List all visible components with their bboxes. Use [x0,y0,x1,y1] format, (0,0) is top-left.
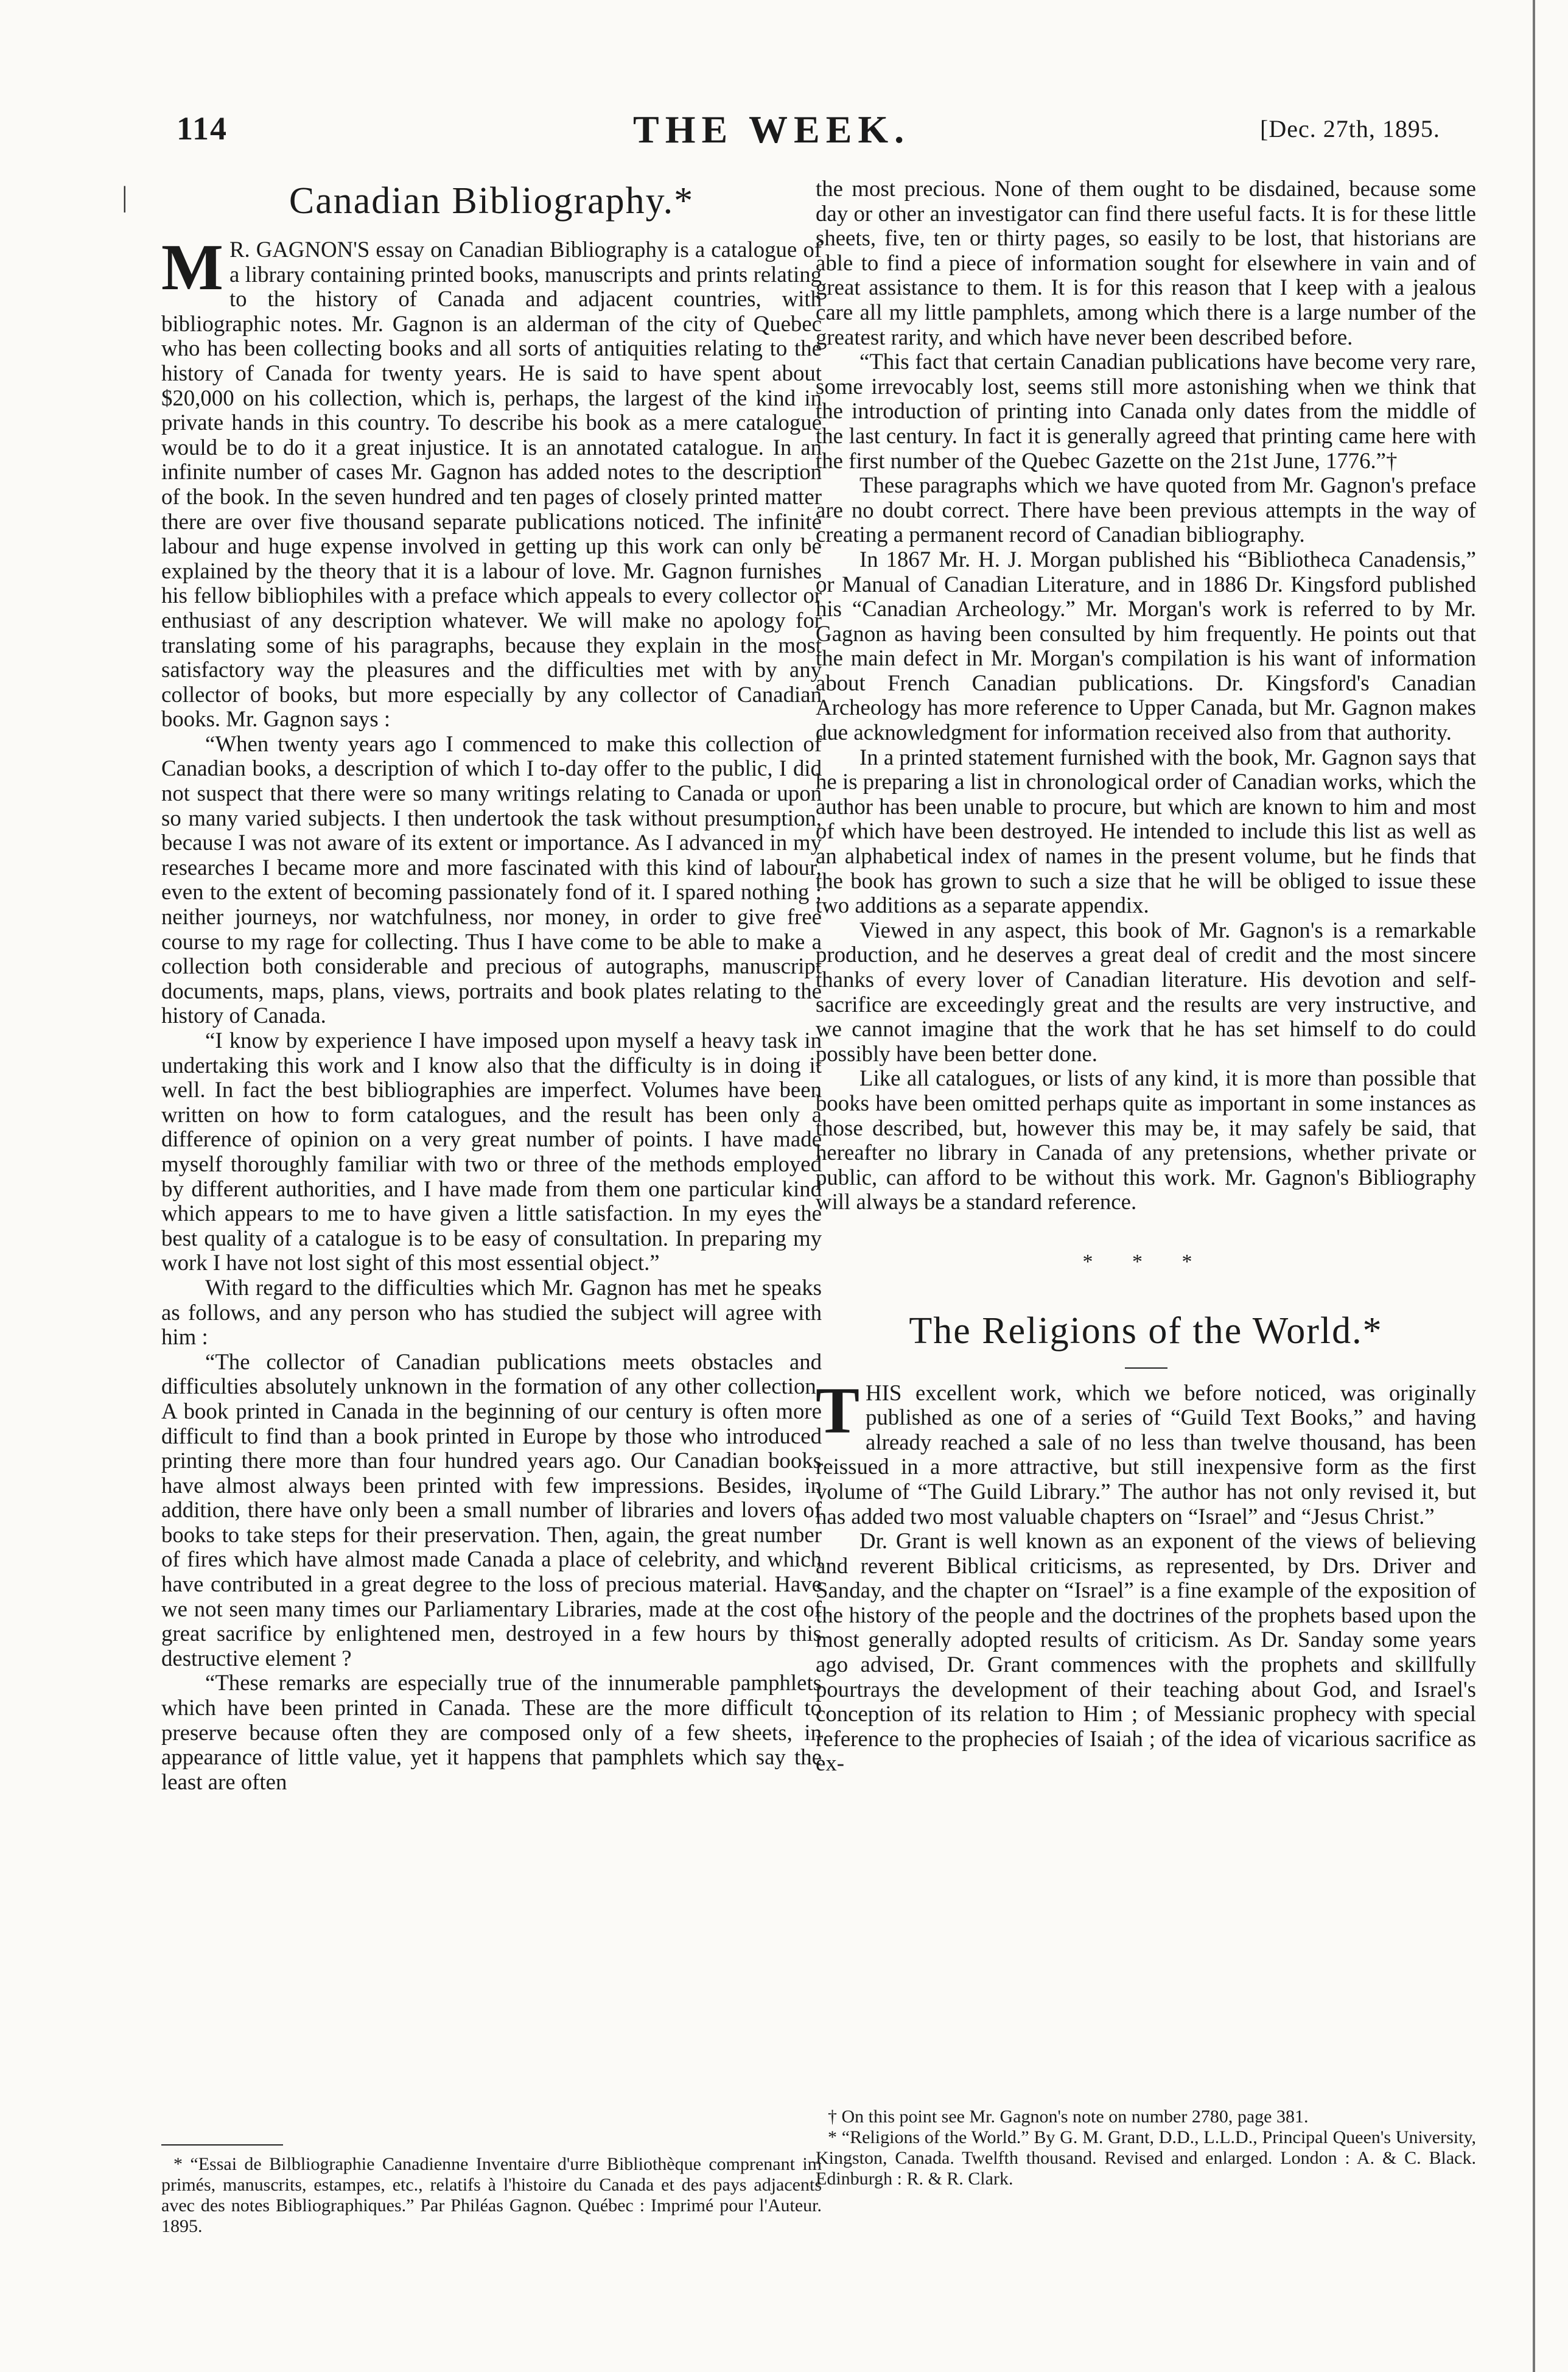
body-paragraph: These paragraphs which we have quoted from Mr. Gagnon's preface are no doubt correct. There have been previous attempts in the way of creating a permanent record of Canadian bibliography. [816,472,1476,547]
intro-text: HIS excellent work, which we before noticed, was originally published as one of a series of “Guild Text Books,” and having already reached a sale of no less than twelve thousand, has been reissued in a more attractive, but still inexpensive form as the first volume of “The Guild Library.” The author has not only revised it, but has added two most valuable chapters on “Israel” and “Jesus Christ.” [816,1380,1476,1529]
article-intro-paragraph [816,1374,1476,1529]
page-header [0,0,1568,158]
drop-cap: M [161,231,223,304]
left-column [161,177,822,2100]
body-paragraph: Viewed in any aspect, this book of Mr. Gagnon's is a remarkable production, and he deserves a great deal of credit and the most sincere thanks of every lover of Canadian literature. His devotion and self-sacrifice are exceedingly great and the results are very instructive, and we cannot imagine that the work that he has set himself to do could possibly have been better done. [816,917,1476,1066]
quote-paragraph: “These remarks are especially true of the innumerable pamphlets which have been printed in Canada. These are the more difficult to preserve because often they are composed only of a few sheets, in appearance of little value, yet it happens that pamphlets which say the least are often [161,1670,822,1794]
page-edge-line [1533,0,1535,2372]
quote-paragraph: “The collector of Canadian publications meets obstacles and difficulties absolutely unknown in the formation of any other collection. A book printed in Canada in the beginning of our century is often more difficult to find than a book printed in Europe by those who introduced printing there more than four hundred years ago. Our Canadian books have almost always been printed with few impressions. Besides, in addition, there have only been a small number of libraries and lovers of books to take steps for their preservation. Then, again, the great number of fires which have almost made Canada a place of celebrity, and which have contributed in a great degree to the loss of precious material. Have we not seen many times our Parliamentary Libraries, made at the cost of great sacrifice by enlightened men, destroyed in a few hours by this destructive element ? [161,1349,822,1671]
publication-title: THE WEEK. [633,108,911,151]
drop-cap: T [816,1374,860,1447]
article-title-bibliography: Canadian Bibliography.* [289,180,695,222]
quote-paragraph: “When twenty years ago I commenced to make this collection of Canadian books, a description of which I to-day offer to the public, I did not suspect that there were so many writings relating to Canada or upon so many varied subjects. I then undertook the task without presumption, because I was not aware of its extent or importance. As I advanced in my researches I became more and more fascinated with this kind of labour, even to the extent of becoming passionately fond of it. I spared nothing ; neither journeys, nor watchfulness, nor money, in order to give free course to my rage for collecting. Thus I have come to be able to make a collection both considerable and precious of autographs, manuscript documents, maps, plans, views, portraits and book plates relating to the history of Canada. [161,731,822,1028]
footnote-rule [161,2144,283,2146]
footnote: * “Religions of the World.” By G. M. Grant, D.D., L.L.D., Principal Queen's University, Kingston, Canada. Twelfth thousand. Revised and enlarged. London : A. & C. Black. Edinburgh : R. & R. Clark. [816,2127,1476,2189]
body-paragraph: With regard to the difficulties which Mr. Gagnon has met he speaks as follows, and any person who has studied the subject will agree with him : [161,1274,822,1350]
body-paragraph: In a printed statement furnished with the book, Mr. Gagnon says that he is preparing a list in chronological order of Canadian works, which the author has been unable to procure, but which are known to him and most of which have been destroyed. He intended to include this list as well as an alphabetical index of names in the present volume, but he finds that the book has grown to such a size that he will be obliged to issue these two additions as a separate appendix. [816,744,1476,918]
page-number: 114 [177,110,228,147]
body-paragraph: Like all catalogues, or lists of any kind, it is more than possible that books have been omitted perhaps quite as important in some instances as those described, but, however this may be, it may safely be said, that hereafter no library in Canada of any pretensions, whether private or public, can afford to be without this work. Mr. Gagnon's Bibliography will always be a standard reference. [816,1065,1476,1215]
section-separator: * * * [1082,1250,1209,1273]
article-title-religions: The Religions of the World.* [909,1310,1383,1352]
footnote: * “Essai de Bilbliographie Canadienne Inventaire d'urre Bibliothèque comprenant im primés, manuscrits, estampes, etc., relatifs à l'histoire du Canada et des pays adjacents avec des notes Bibliographiques.” Par Philéas Gagnon. Québec : Imprimé pour l'Auteur. 1895. [161,2154,822,2236]
quote-paragraph-continued: the most precious. None of them ought to be disdained, because some day or other an investigator can find there useful facts. It is for these little sheets, five, ten or thirty pages, so easily to be lost, that historians are able to find a piece of information sought for elsewhere in vain and of great assistance to them. It is for this reason that I keep with a jealous care all my little pamphlets, among which there is a large number of the greatest rarity, and which have never been described before. [816,176,1476,349]
footnotes-left [161,2136,822,2237]
title-rule [1125,1367,1167,1369]
right-column [816,177,1476,2100]
footnotes-right [816,2107,1476,2189]
quote-paragraph: “I know by experience I have imposed upon myself a heavy task in undertaking this work and I know also that the difficulty is in doing it well. In fact the best bibliographies are imperfect. Volumes have been written on how to form catalogues, and the result has been only a difference of opinion on a very great number of points. I have made myself thoroughly familiar with two or three of the methods employed by different authorities, and I have made from them one particular kind which appears to me to have given a little satisfaction. In my eyes the best quality of a catalogue is to be easy of consultation. In preparing my work I have not lost sight of this most essential object.” [161,1028,822,1275]
body-paragraph: Dr. Grant is well known as an exponent of the views of believing and reverent Biblical criticisms, as represented, by Drs. Driver and Sanday, and the chapter on “Israel” is a fine example of the exposition of the history of the people and the doctrines of the prophets based upon the most generally adopted results of criticism. As Dr. Sanday some years ago advised, Dr. Grant commences with the prophets and skillfully pourtrays the development of their teaching about God, and Israel's conception of its relation to Him ; of Messianic prophecy with special reference to the prophecies of Isaiah ; of the idea of vicarious sacrifice as ex- [816,1528,1476,1776]
body-paragraph: In 1867 Mr. H. J. Morgan published his “Bibliotheca Canadensis,” or Manual of Canadian Literature, and in 1886 Dr. Kingsford published his “Canadian Archeology.” Mr. Morgan's work is referred to by Mr. Gagnon as having been consulted by him frequently. He points out that the main defect in Mr. Morgan's compilation is his want of information about French Canadian publications. Dr. Kingsford's Canadian Archeology has more reference to Upper Canada, but Mr. Gagnon makes due acknowledgment for information received also from that authority. [816,546,1476,745]
intro-text: R. GAGNON'S essay on Canadian Bibliography is a catalogue of a library containing printed books, manuscripts and prints relating to the history of Canada and adjacent countries, with bibliographic notes. Mr. Gagnon is an alderman of the city of Quebec who has been collecting books and all sorts of antiquities relating to the history of Canada for twenty years. He is said to have spent about $20,000 on his collection, which is, perhaps, the largest of the kind in private hands in this country. To describe his book as a mere catalogue would be to do it a great injustice. It is an annotated catalogue. In an infinite number of cases Mr. Gagnon has added notes to the description of the book. In the seven hundred and ten pages of closely printed matter there are over five thousand separate publications noticed. The infinite labour and huge expense involved in getting up this work can only be explained by the theory that it is a labour of love. Mr. Gagnon furnishes his fellow bibliophiles with a preface which appeals to every collector or enthusiast of any description whatever. We will make no apology for translating some of his paragraphs, because they explain in the most satisfactory way the pleasures and the difficulties met with by any collector of books, but more especially by any collector of Canadian books. Mr. Gagnon says : [161,237,822,732]
issue-date: [Dec. 27th, 1895. [1260,115,1440,142]
margin-mark: | [122,181,128,213]
footnote: † On this point see Mr. Gagnon's note on number 2780, page 381. [828,2107,1309,2127]
quote-paragraph: “This fact that certain Canadian publications have become very rare, some irrevocably lost, seems still more astonishing when we think that the introduction of printing into Canada only dates from the middle of the last century. In fact it is generally agreed that printing came here with the first number of the Quebec Gazette on the 21st June, 1776.”† [816,349,1476,473]
article-intro-paragraph [161,231,822,732]
